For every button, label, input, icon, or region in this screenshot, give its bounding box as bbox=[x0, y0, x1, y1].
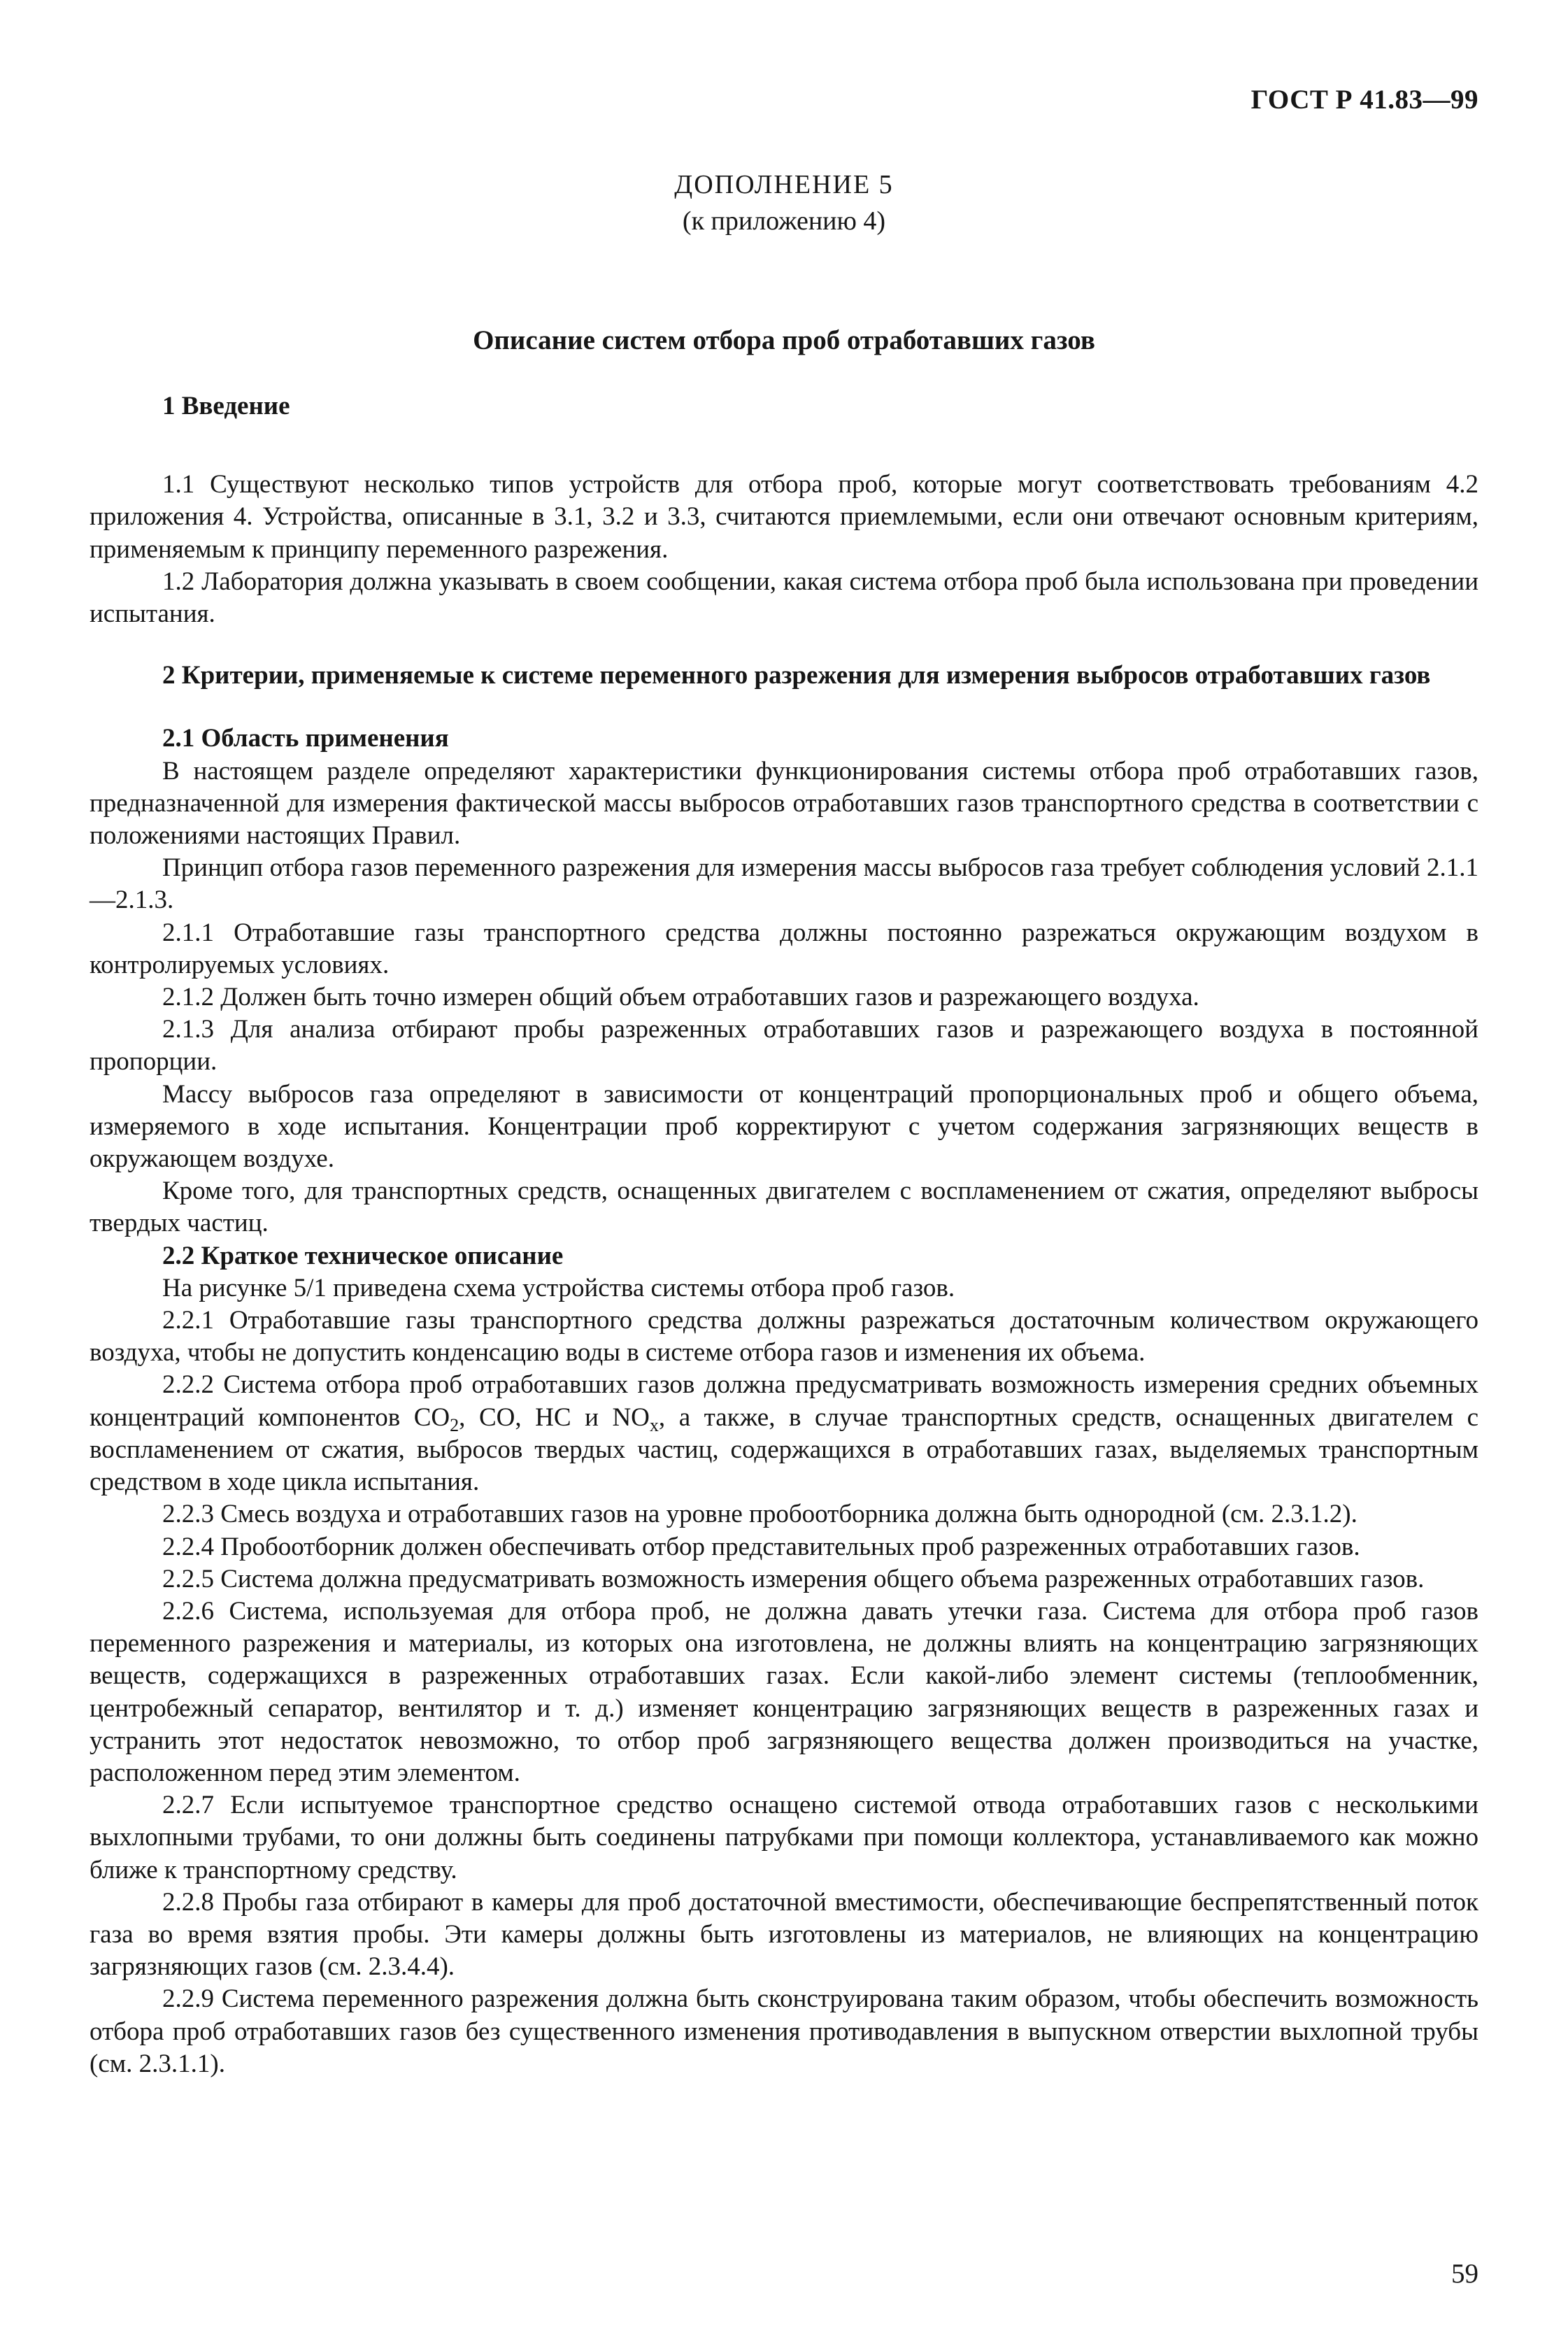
paragraph-2-1-3: 2.1.3 Для анализа отбирают пробы разреженных отработавших газов и разрежающего воздуха в постоянной пропорции. bbox=[90, 1015, 1478, 1077]
appendix-label: ДОПОЛНЕНИЕ 5 bbox=[674, 170, 894, 199]
paragraph-2-2-2-part-c: , а также, в случае транспортных средств, оснащенных двигателем с воспламенением от сжатия, выбросов твердых частиц, содержащихся в отработавших газах, выделяемых транспортным средством в ходе цикла испытания. bbox=[90, 1402, 1478, 1497]
paragraph-2-2-4: 2.2.4 Пробоотборник должен обеспечивать отбор представительных проб разреженных отработавших газов. bbox=[162, 1532, 1360, 1561]
document-body bbox=[90, 390, 1478, 2080]
paragraph-2-2-a: На рисунке 5/1 приведена схема устройства системы отбора проб газов. bbox=[162, 1273, 955, 1302]
paragraph-2-1-d: Кроме того, для транспортных средств, оснащенных двигателем с воспламенением от сжатия, определяют выбросы твердых частиц. bbox=[90, 1177, 1478, 1238]
section-2-heading: 2 Критерии, применяемые к системе переменного разрежения для измерения выбросов отработавших газов bbox=[162, 661, 1431, 690]
paragraph-1-1: 1.1 Существуют несколько типов устройств для отбора проб, которые могут соответствовать требованиям 4.2 приложения 4. Устройства, описанные в 3.1, 3.2 и 3.3, считаются приемлемыми, если они отвечают основным критериям, применяемым к принципу переменного разрежения. bbox=[90, 470, 1478, 564]
appendix-block bbox=[0, 166, 1568, 239]
subscript-nox: x bbox=[649, 1414, 659, 1435]
section-2-2-heading: 2.2 Краткое техническое описание bbox=[162, 1241, 564, 1270]
paragraph-2-1-a: В настоящем разделе определяют характеристики функционирования системы отбора проб отработавших газов, предназначенной для измерения фактической массы выбросов отработавших газов транспортного средства в соответствии с положениями настоящих Правил. bbox=[90, 756, 1478, 851]
paragraph-2-2-5: 2.2.5 Система должна предусматривать возможность измерения общего объема разреженных отработавших газов. bbox=[162, 1564, 1425, 1593]
document-title: Описание систем отбора проб отработавших газов bbox=[473, 325, 1095, 355]
paragraph-2-2-9: 2.2.9 Система переменного разрежения должна быть сконструирована таким образом, чтобы обеспечить возможность отбора проб отработавших газов без существенного изменения противодавления в выпускном отверстии выхлопной трубы (см. 2.3.1.1). bbox=[90, 1984, 1478, 2078]
paragraph-2-2-2-part-a: 2.2.2 Система отбора проб отработавших газов должна предусматривать возможность измерения средних объемных концентраций компонентов CO bbox=[90, 1370, 1478, 1432]
paragraph-2-2-3: 2.2.3 Смесь воздуха и отработавших газов на уровне пробоотборника должна быть однородной (см. 2.3.1.2). bbox=[162, 1500, 1357, 1529]
paragraph-2-1-b: Принцип отбора газов переменного разрежения для измерения массы выбросов газа требует соблюдения условий 2.1.1—2.1.3. bbox=[90, 853, 1478, 915]
paragraph-2-2-1: 2.2.1 Отработавшие газы транспортного средства должны разрежаться достаточным количеством окружающего воздуха, чтобы не допустить конденсацию воды в системе отбора газов и изменения их объема. bbox=[90, 1306, 1478, 1368]
paragraph-2-1-1: 2.1.1 Отработавшие газы транспортного средства должны постоянно разрежаться окружающим воздухом в контролируемых условиях. bbox=[90, 918, 1478, 979]
paragraph-2-2-2-part-b: , CO, HC и NO bbox=[459, 1402, 650, 1432]
subscript-co2: 2 bbox=[450, 1414, 459, 1435]
paragraph-2-2-7: 2.2.7 Если испытуемое транспортное средство оснащено системой отвода отработавших газов с несколькими выхлопными трубами, то они должны быть соединены патрубками при помощи коллектора, устанавливаемого как можно ближе к транспортному средству. bbox=[90, 1791, 1478, 1884]
paragraph-2-2-6: 2.2.6 Система, используемая для отбора проб, не должна давать утечки газа. Система для отбора проб газов переменного разрежения и материалы, из которых она изготовлена, не должны влиять на концентрацию загрязняющих веществ, содержащихся в разреженных отработавших газах. Если какой-либо элемент системы (теплообменник, центробежный сепаратор, вентилятор и т. д.) изменяет концентрацию загрязняющих веществ в разреженных газах и устранить этот недостаток невозможно, то отбор проб загрязняющего вещества должен производиться на участке, расположенном перед этим элементом. bbox=[90, 1596, 1478, 1787]
paragraph-2-2-8: 2.2.8 Пробы газа отбирают в камеры для проб достаточной вместимости, обеспечивающие беспрепятственный поток газа во время взятия пробы. Эти камеры должны быть изготовлены из материалов, не влияющих на концентрацию загрязняющих газов (см. 2.3.4.4). bbox=[90, 1887, 1478, 1982]
paragraph-2-1-c: Массу выбросов газа определяют в зависимости от концентраций пропорциональных проб и общего объема, измеряемого в ходе испытания. Концентрации проб корректируют с учетом содержания загрязняющих веществ в окружающем воздухе. bbox=[90, 1079, 1478, 1174]
section-1-heading: 1 Введение bbox=[162, 392, 290, 420]
paragraph-1-2: 1.2 Лаборатория должна указывать в своем сообщении, какая система отбора проб была использована при проведении испытания. bbox=[90, 567, 1478, 629]
paragraph-2-1-2: 2.1.2 Должен быть точно измерен общий объем отработавших газов и разрежающего воздуха. bbox=[162, 983, 1199, 1012]
appendix-reference: (к приложению 4) bbox=[682, 206, 886, 236]
paragraph-2-2-2 bbox=[90, 1369, 1478, 1498]
document-code: ГОСТ Р 41.83—99 bbox=[1250, 85, 1478, 115]
section-2-1-heading: 2.1 Область применения bbox=[162, 724, 449, 753]
page-number: 59 bbox=[1451, 2259, 1478, 2289]
